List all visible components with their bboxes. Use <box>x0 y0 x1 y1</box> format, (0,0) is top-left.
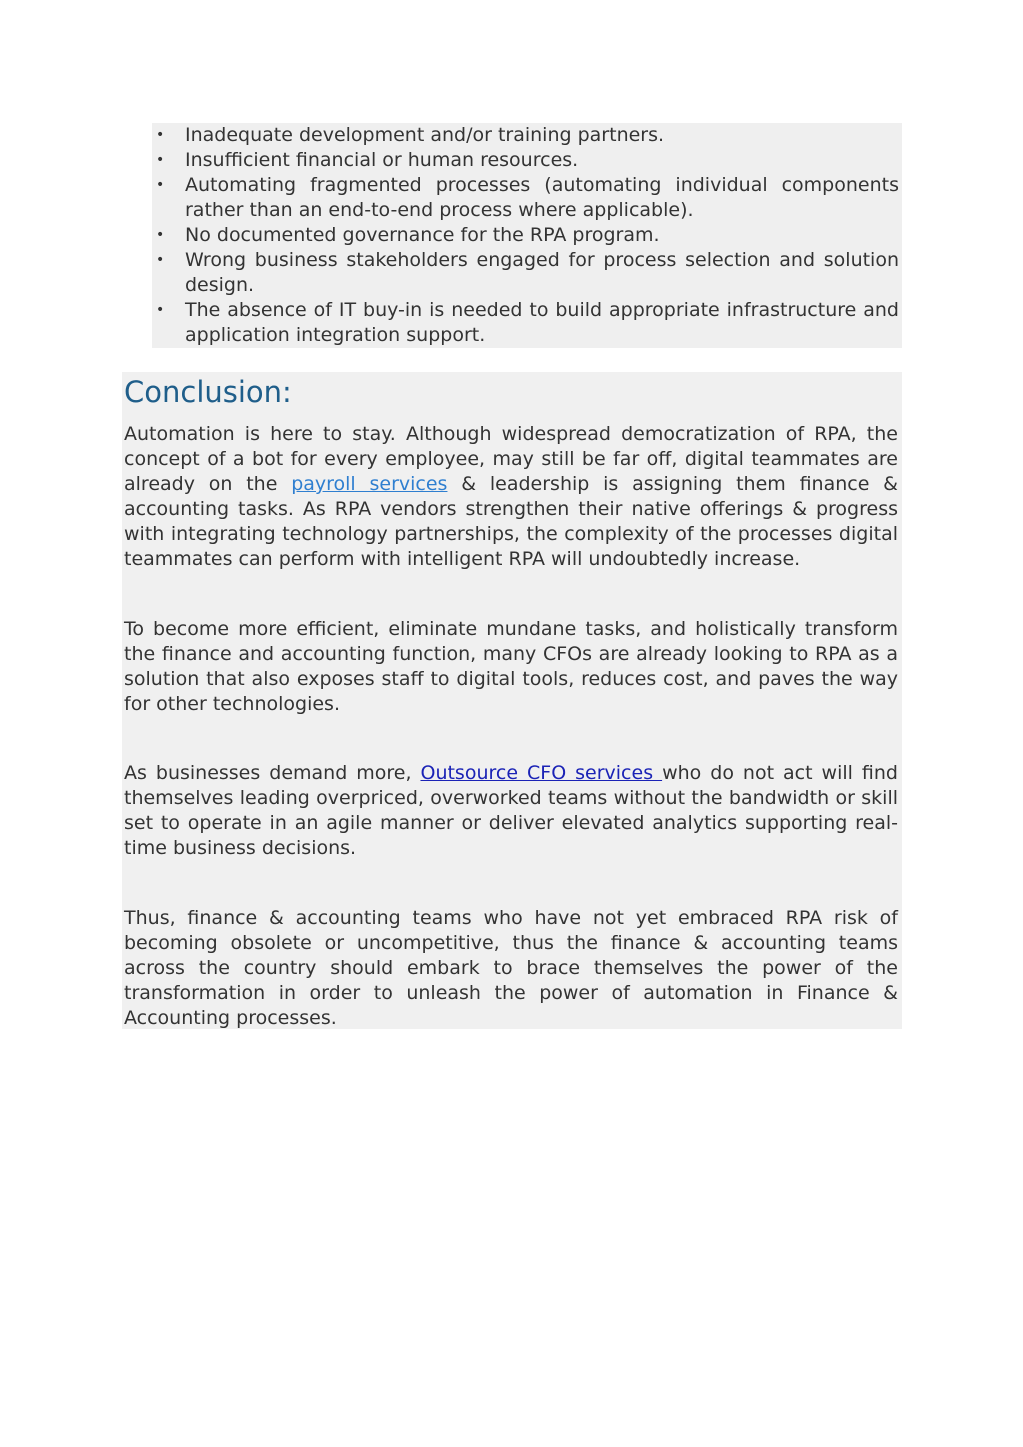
payroll-services-link[interactable]: payroll services <box>291 473 448 495</box>
bullet-icon: • <box>156 302 165 318</box>
bullet-icon: • <box>156 177 165 193</box>
bullet-icon: • <box>156 152 165 168</box>
list-item <box>152 223 902 248</box>
challenges-list <box>152 123 902 348</box>
list-item-text: Automating fragmented processes (automating individual components rather than an end-to-end process where applicable). <box>185 174 899 221</box>
list-item <box>152 148 902 173</box>
conclusion-paragraph-3 <box>124 761 898 861</box>
bullet-icon: • <box>156 127 165 143</box>
conclusion-paragraph-2: To become more efficient, eliminate mundane tasks, and holistically transform the finance and accounting function, many CFOs are already looking to RPA as a solution that also exposes staff to digital tools, reduces cost, and paves the way for other technologies. <box>124 618 898 715</box>
conclusion-paragraph-4: Thus, finance & accounting teams who have not yet embraced RPA risk of becoming obsolete or uncompetitive, thus the finance & accounting teams across the country should embark to brace themselves the power of the transformation in order to unleash the power of automation in Finance & Accounting processes. <box>124 907 898 1029</box>
list-item <box>152 248 902 298</box>
list-item-text: Wrong business stakeholders engaged for process selection and solution design. <box>185 249 899 296</box>
conclusion-section <box>122 372 902 1029</box>
list-item <box>152 173 902 223</box>
list-item-text: No documented governance for the RPA program. <box>185 224 660 246</box>
paragraph-text: who do not act will find themselves leading overpriced, overworked teams without the bandwidth or skill set to operate in an agile manner or deliver elevated analytics supporting real-time business decisions. <box>124 762 898 859</box>
list-item <box>152 298 902 348</box>
list-item-text: Inadequate development and/or training partners. <box>185 124 665 146</box>
outsource-cfo-services-link[interactable]: Outsource CFO services <box>420 762 663 784</box>
bullet-icon: • <box>156 252 165 268</box>
conclusion-paragraph-1 <box>124 422 898 572</box>
list-item-text: Insufficient financial or human resources. <box>185 149 579 171</box>
bullet-icon: • <box>156 227 165 243</box>
paragraph-text: & leadership is assigning them finance & accounting tasks. As RPA vendors strengthen their native offerings & progress with integrating technology partnerships, the complexity of the processes digital teammates can perform with intelligent RPA will undoubtedly increase. <box>124 473 899 570</box>
list-item <box>152 123 902 148</box>
list-item-text: The absence of IT buy-in is needed to build appropriate infrastructure and application integration support. <box>185 299 899 346</box>
conclusion-heading: Conclusion: <box>124 375 292 409</box>
paragraph-text: Automation is here to stay. Although widespread democratization of RPA, the concept of a bot for every employee, may still be far off, digital teammates are already on the <box>124 423 898 495</box>
paragraph-text: As businesses demand more, <box>124 762 421 784</box>
